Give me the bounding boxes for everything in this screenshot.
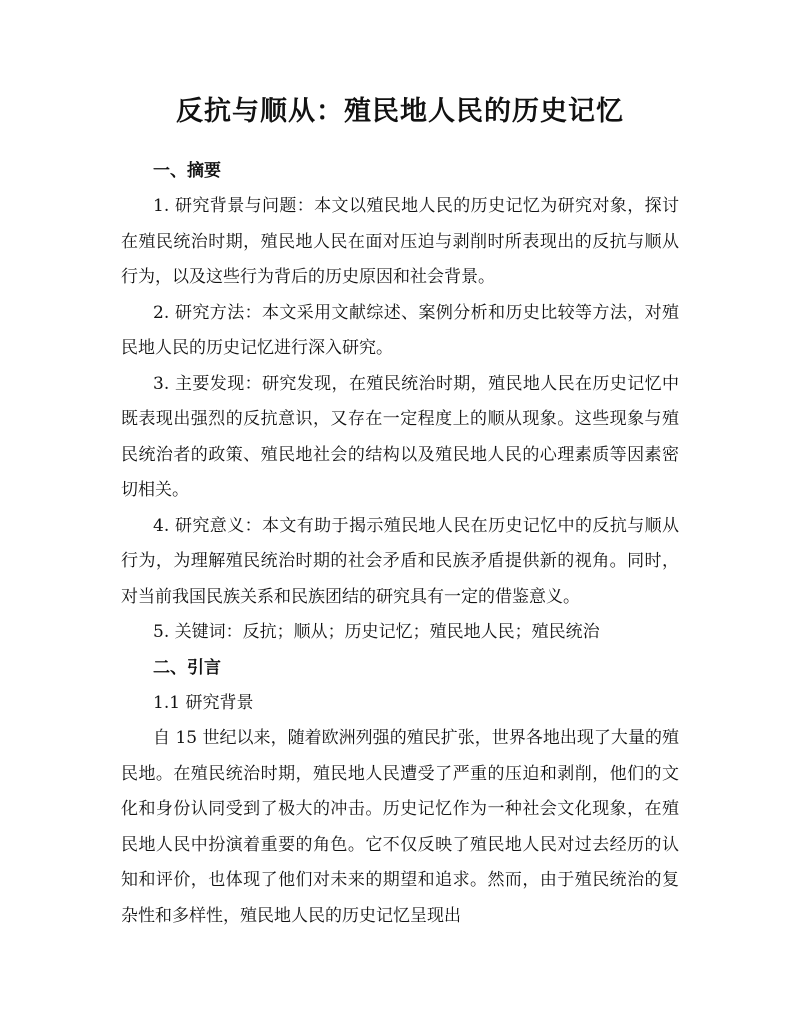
document-title: 反抗与顺从：殖民地人民的历史记忆 [176, 96, 624, 127]
section-heading-introduction: 二、引言 [153, 657, 221, 678]
subsection-heading-background: 1.1 研究背景 [153, 692, 254, 713]
abstract-paragraph-findings: 3. 主要发现：研究发现，在殖民统治时期，殖民地人民在历史记忆中既表现出强烈的反抗意识，又存在一定程度上的顺从现象。这些现象与殖民统治者的政策、殖民地社会的结构以及殖民地人民的心理素质等因素密切相关。 [121, 373, 679, 500]
introduction-paragraph: 自 15 世纪以来，随着欧洲列强的殖民扩张，世界各地出现了大量的殖民地。在殖民统治时期，殖民地人民遭受了严重的压迫和剥削，他们的文化和身份认同受到了极大的冲击。历史记忆作为一种社会文化现象，在殖民地人民中扮演着重要的角色。它不仅反映了殖民地人民对过去经历的认知和评价，也体现了他们对未来的期望和追求。然而，由于殖民统治的复杂性和多样性，殖民地人民的历史记忆呈现出 [121, 728, 679, 926]
abstract-paragraph-significance: 4. 研究意义：本文有助于揭示殖民地人民在历史记忆中的反抗与顺从行为，为理解殖民统治时期的社会矛盾和民族矛盾提供新的视角。同时，对当前我国民族关系和民族团结的研究具有一定的借鉴意义。 [121, 515, 679, 607]
abstract-paragraph-keywords: 5. 关键词：反抗；顺从；历史记忆；殖民地人民；殖民统治 [153, 622, 600, 642]
abstract-paragraph-background: 1. 研究背景与问题：本文以殖民地人民的历史记忆为研究对象，探讨在殖民统治时期，殖民地人民在面对压迫与剥削时所表现出的反抗与顺从行为，以及这些行为背后的历史原因和社会背景。 [121, 196, 679, 287]
section-heading-abstract: 一、摘要 [153, 161, 221, 181]
section-introduction [121, 651, 679, 935]
abstract-paragraph-method: 2. 研究方法：本文采用文献综述、案例分析和历史比较等方法，对殖民地人民的历史记忆进行深入研究。 [121, 302, 679, 358]
section-abstract [121, 154, 679, 651]
